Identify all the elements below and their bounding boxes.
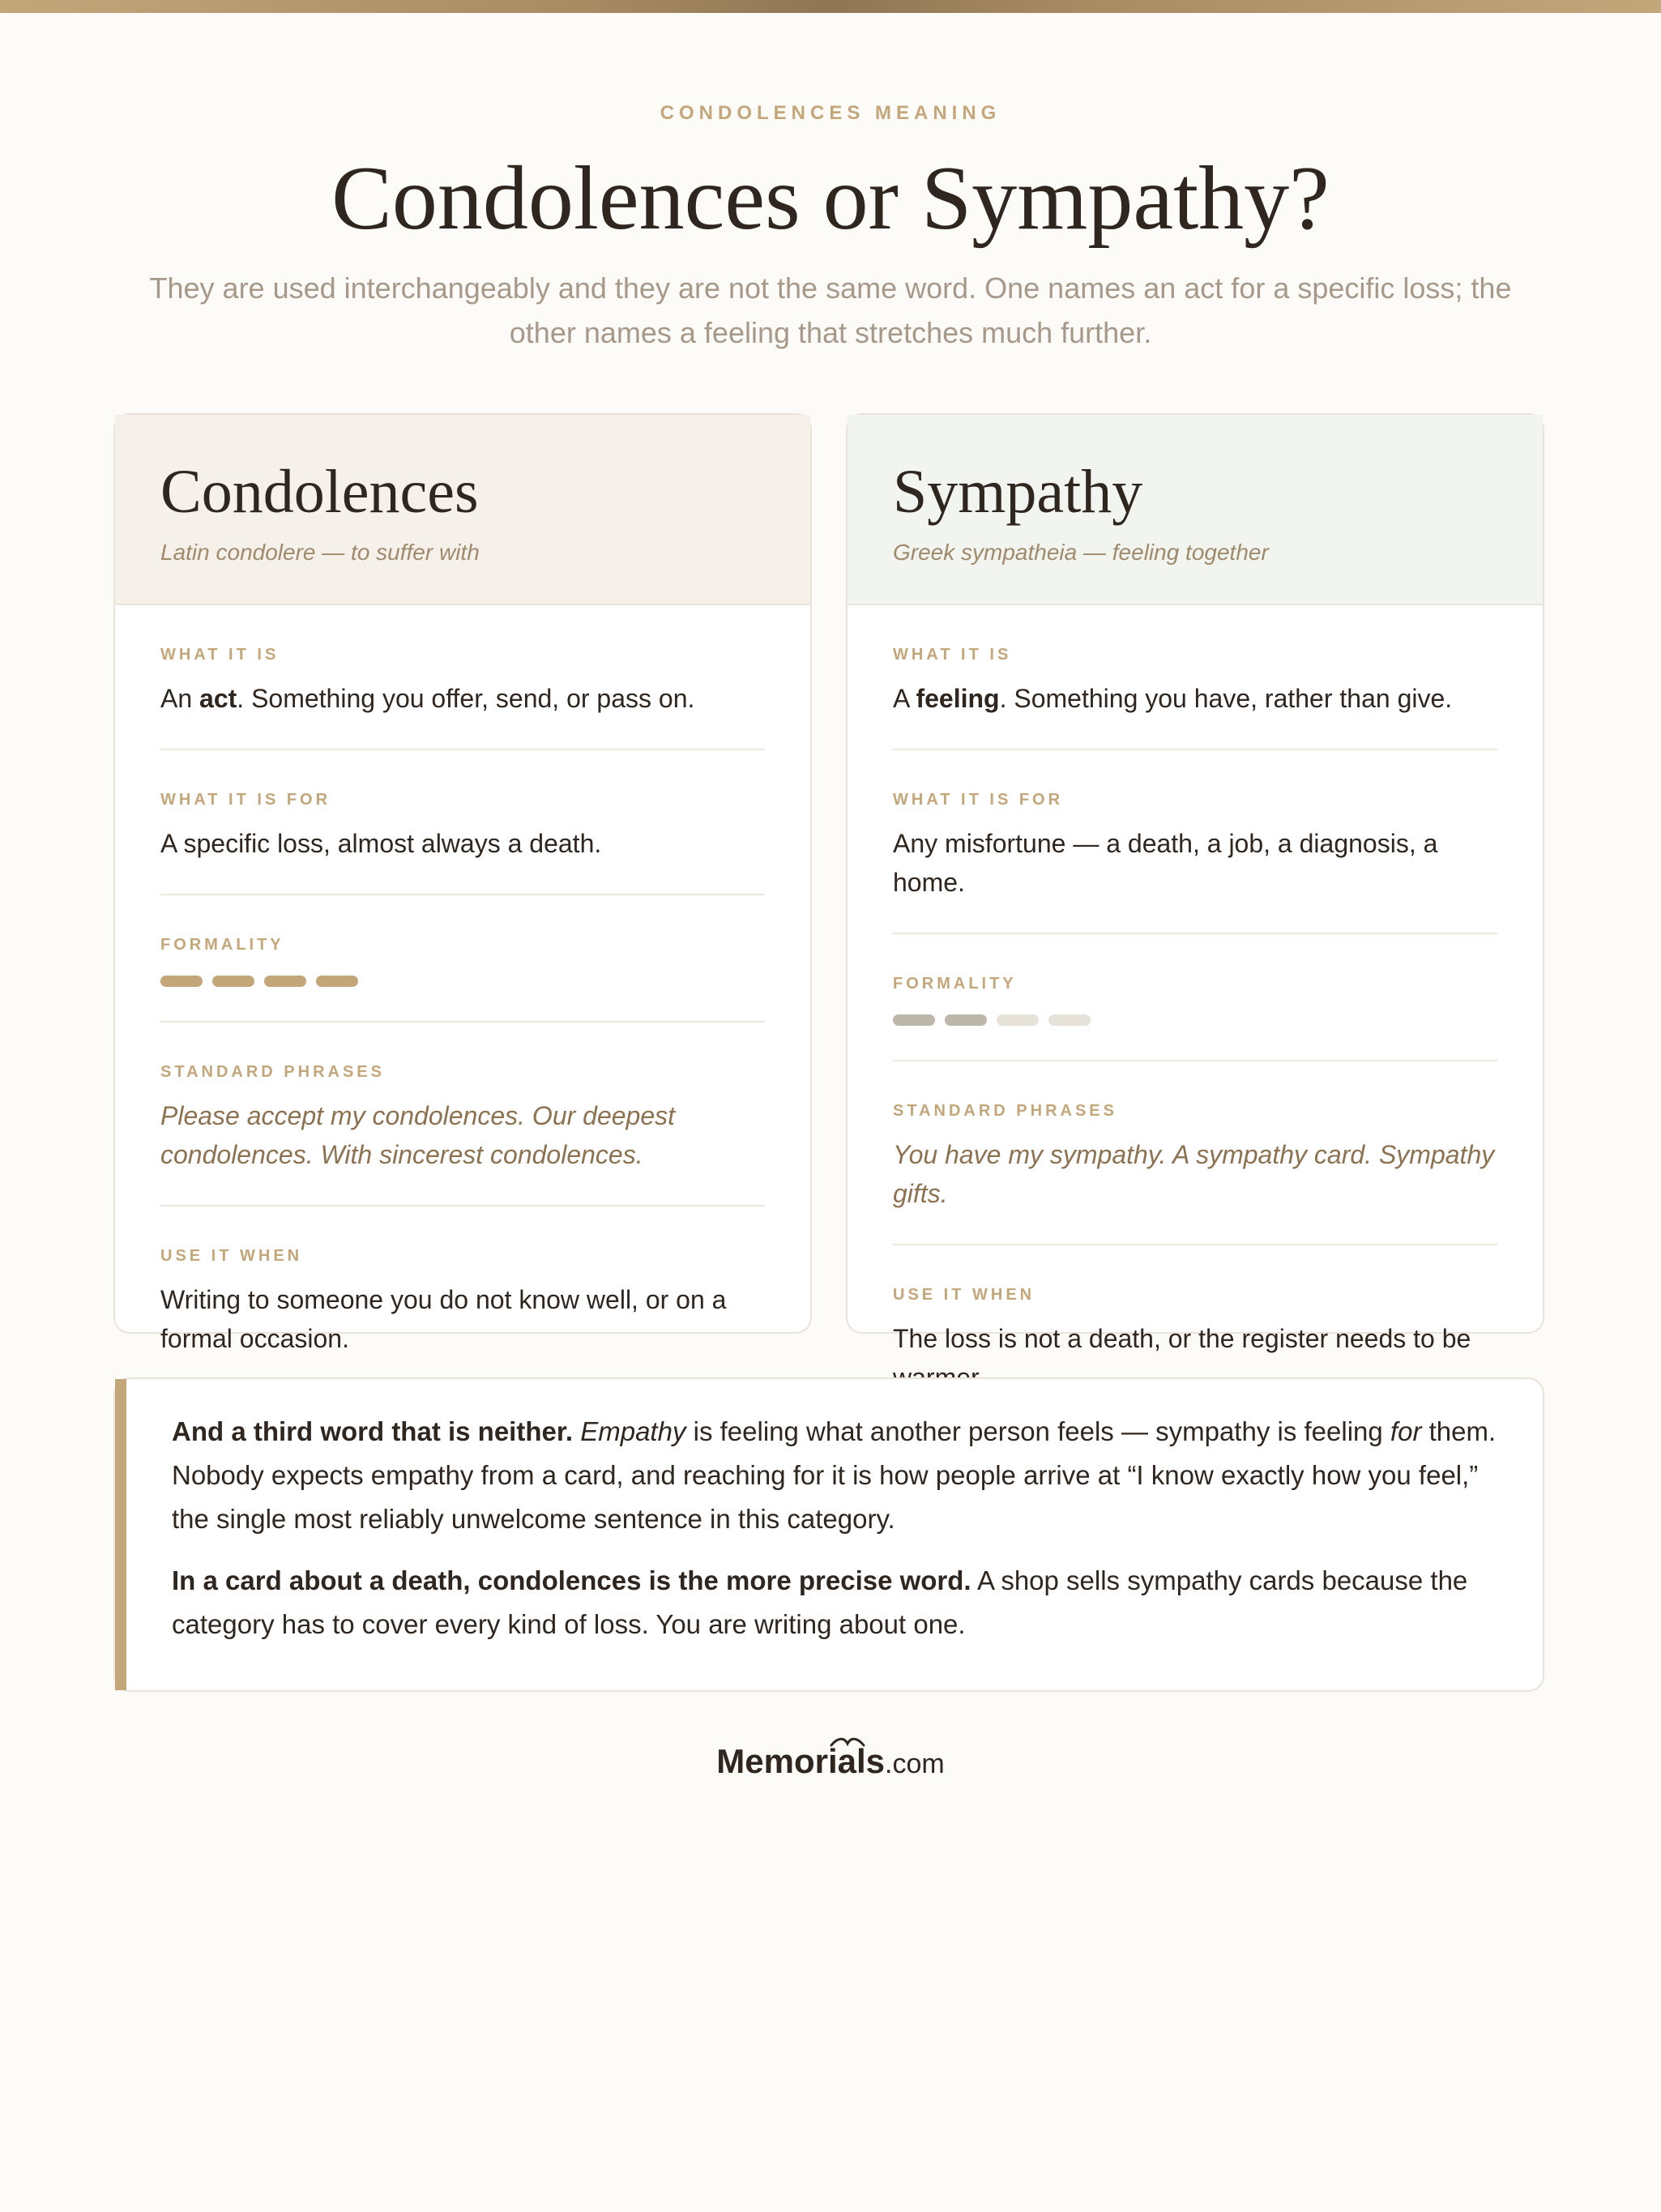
card-etymology: Latin condolere — to suffer with	[160, 540, 480, 565]
note-lead: In a card about a death, condolences is the more precise word.	[172, 1565, 971, 1595]
what-it-is-for-row	[893, 750, 1497, 934]
sympathy-card	[846, 413, 1544, 1353]
card-header	[115, 415, 810, 605]
row-label: FORMALITY	[160, 936, 284, 954]
note-paragraph-1	[172, 1410, 1501, 1541]
formality-dot-filled	[212, 976, 254, 987]
top-accent-bar	[0, 0, 1661, 13]
value-pre: A	[893, 684, 916, 713]
note-lead: And a third word that is neither.	[172, 1416, 574, 1446]
logo-main-text: Memorials	[716, 1742, 886, 1780]
what-it-is-for-row	[160, 750, 765, 895]
row-label: STANDARD PHRASES	[893, 1102, 1117, 1120]
note-accent-bar	[115, 1379, 126, 1690]
phrases-text: Please accept my condolences. Our deepest condolences. With sincerest condolences.	[160, 1101, 676, 1169]
page-subtitle: They are used interchangeably and they are not the same word. One names an act for a specific loss; the other names a feeling that stretches much further.	[149, 271, 1512, 349]
logo-suffix-text: .com	[885, 1749, 945, 1779]
row-value: Any misfortune — a death, a job, a diagnosis, a home.	[893, 829, 1438, 897]
formality-row	[160, 895, 765, 1023]
eyebrow-label: CONDOLENCES MEANING	[660, 102, 1001, 124]
row-label: WHAT IT IS FOR	[160, 791, 331, 809]
formality-dot-filled	[893, 1014, 935, 1026]
value-bold: act	[199, 684, 237, 713]
logo-wordmark	[716, 1742, 944, 1781]
bird-icon	[830, 1734, 865, 1749]
formality-row	[893, 934, 1497, 1061]
memorials-logo[interactable]	[0, 1742, 1661, 1781]
note-text: A shop sells sympathy cards because the category has to cover every kind of loss. You are writing about one.	[172, 1565, 1468, 1639]
value-post: . Something you have, rather than give.	[999, 684, 1453, 713]
formality-meter	[160, 969, 765, 990]
formality-dot-empty	[997, 1014, 1039, 1026]
card-body	[115, 605, 810, 1389]
condolences-card	[113, 413, 812, 1353]
row-label: STANDARD PHRASES	[160, 1063, 385, 1081]
standard-phrases-row	[160, 1023, 765, 1206]
note-text: is feeling what another person feels — sympathy is feeling	[685, 1416, 1390, 1446]
formality-dot-filled	[316, 976, 358, 987]
row-label: FORMALITY	[893, 975, 1017, 993]
row-value	[893, 679, 1497, 718]
value-pre: An	[160, 684, 200, 713]
formality-dot-filled	[945, 1014, 987, 1026]
row-value: Writing to someone you do not know well, or on a formal occasion.	[160, 1285, 727, 1353]
standard-phrases-row	[893, 1061, 1497, 1245]
row-label: WHAT IT IS	[160, 646, 280, 664]
row-value: A specific loss, almost always a death.	[160, 829, 602, 858]
card-header	[848, 415, 1543, 605]
value-post: . Something you offer, send, or pass on.	[237, 684, 695, 713]
row-label: WHAT IT IS	[893, 646, 1012, 664]
row-value	[160, 679, 765, 718]
row-label: USE IT WHEN	[160, 1247, 303, 1265]
note-content	[172, 1410, 1501, 1664]
value-bold: feeling	[916, 684, 1000, 713]
use-it-when-row	[160, 1206, 765, 1389]
card-body	[848, 605, 1543, 1428]
note-paragraph-2	[172, 1559, 1501, 1646]
row-value: The loss is not a death, or the register needs to be	[893, 1324, 1471, 1353]
what-it-is-row	[160, 605, 765, 750]
card-title: Condolences	[160, 458, 479, 526]
note-italic: for	[1390, 1416, 1422, 1446]
formality-dot-filled	[160, 976, 203, 987]
note-text: them. Nobody expects empathy from a card, and reaching for it is how people arrive at “I know exactly how you feel,” the single most reliably unwelcome sentence in this category.	[172, 1416, 1497, 1534]
phrases-text: You have my sympathy. A sympathy card. Sympathy gifts.	[893, 1140, 1495, 1208]
card-etymology: Greek sympatheia — feeling together	[893, 540, 1269, 565]
row-label: USE IT WHEN	[893, 1286, 1035, 1304]
formality-dot-filled	[264, 976, 306, 987]
card-title: Sympathy	[893, 458, 1143, 526]
formality-dot-empty	[1048, 1014, 1091, 1026]
page-title: Condolences or Sympathy?	[331, 148, 1330, 249]
row-label: WHAT IT IS FOR	[893, 791, 1064, 809]
empathy-note-box	[113, 1377, 1544, 1692]
formality-meter	[893, 1008, 1497, 1029]
what-it-is-row	[893, 605, 1497, 750]
note-italic: Empathy	[580, 1416, 686, 1446]
